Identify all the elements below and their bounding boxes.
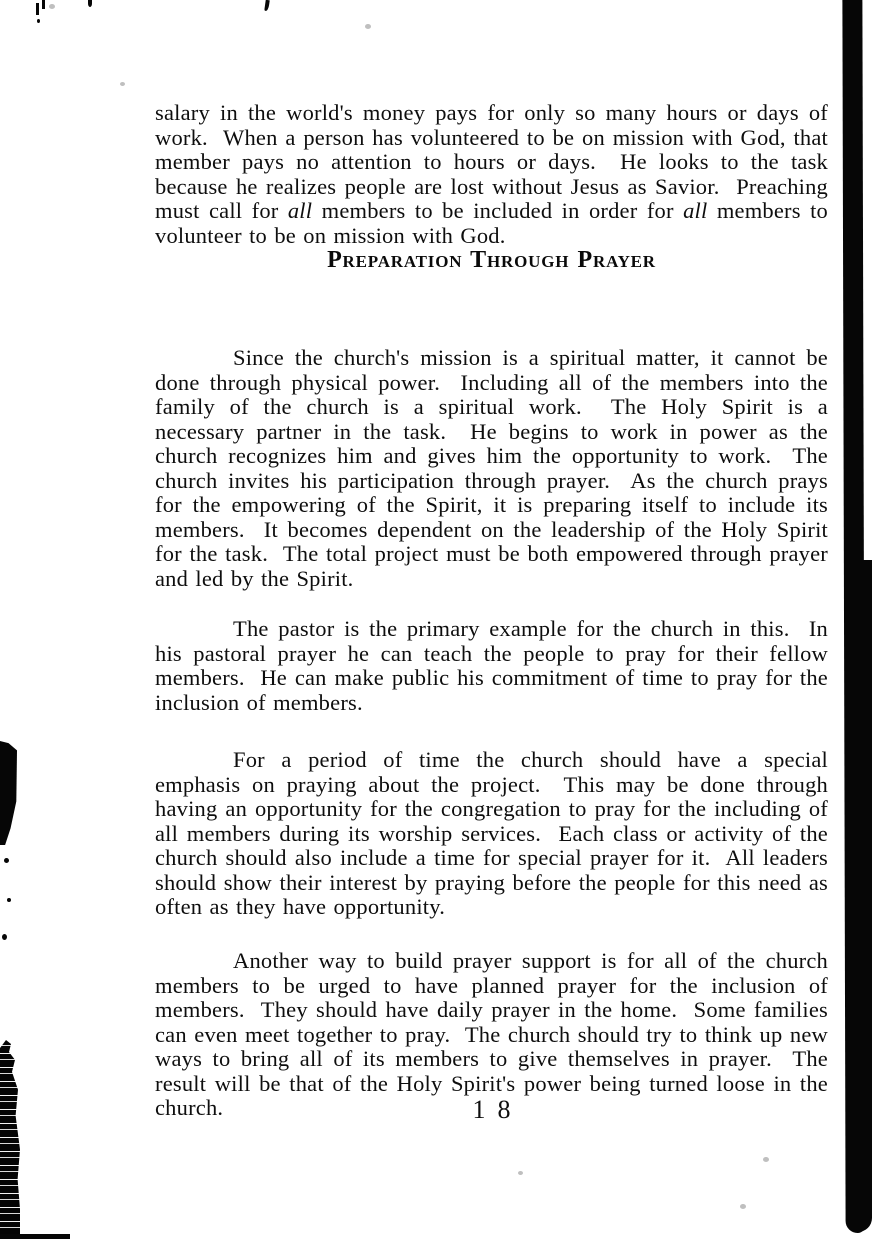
paragraph-planned-prayer [155,900,836,1170]
scan-artifact-left-ink-blob [0,741,17,845]
paragraph-opening-text [155,100,836,248]
paragraph-opening-part1: salary in the world's money pays for only so many hours or days of work. When a person has volunteered to be on mission with God, that member pays no attention to hours or days. He looks to the task because he realizes people are lost without Jesus as Savior. Preaching must call for [155,100,836,223]
scan-speck [7,898,11,902]
scan-artifact-bottom-strip [0,1234,70,1239]
scan-speck [365,24,371,29]
scan-speck [88,0,92,7]
paragraph-opening-part2: members to be included in order for [312,198,684,223]
scan-speck [4,858,9,863]
paragraph-spiritual-matter-text: Since the church's mission is a spiritual matter, it cannot be done through physical power. Including all of the members into the family of the church is a spiritual work. The Holy Spirit is a necessary partner in the task. He begins to work in power as the church recognizes him and gives him the opportunity to work. The church invites his participation through prayer. As the church prays for the empowering of the Spirit, it is preparing itself to include its members. It becomes dependent on the leadership of the Holy Spirit for the task. The total project must be both empowered through prayer and led by the Spirit. [155,345,836,591]
scan-speck [518,1171,523,1175]
paragraph-opening-part3: members to volunteer to be on mission with God. [155,198,836,248]
italic-word-all-2: all [683,198,708,223]
scan-speck [763,1157,769,1162]
italic-word-all-1: all [287,198,313,223]
scan-speck [37,19,40,23]
scan-speck [49,4,55,9]
scan-speck [36,3,39,15]
scan-speck [120,82,125,86]
scan-speck [740,1204,746,1209]
scan-artifact-right-edge-bar-lower [857,560,872,1232]
page-number: 18 [472,1095,523,1124]
paragraph-pastor-example-text: The pastor is the primary example for the church in this. In his pastoral prayer he can teach the people to pray for their fellow members. He can make public his commitment of time to pray for the inclusion of members. [155,616,836,715]
scan-speck [42,0,45,9]
paragraph-special-emphasis-text: For a period of time the church should have a special emphasis on praying about the project. This may be done through having an opportunity for the congregation to pray for the including of all members during its worship services. Each class or activity of the church should also include a time for special prayer for it. All leaders should show their interest by praying before the people for this need as often as they have opportunity. [155,747,836,919]
paragraph-planned-prayer-text: Another way to build prayer support is for all of the church members to be urged to have planned prayer for the inclusion of members. They should have daily prayer in the home. Some families can even meet together to pray. The church should try to think up new ways to bring all of its members to give themselves in prayer. The result will be that of the Holy Spirit's power being turned loose in the church. [155,948,836,1120]
scan-artifact-left-torn-strip [0,1040,20,1239]
section-heading: Preparation Through Prayer [327,247,656,273]
scan-speck [2,934,7,940]
scan-speck [264,0,269,11]
